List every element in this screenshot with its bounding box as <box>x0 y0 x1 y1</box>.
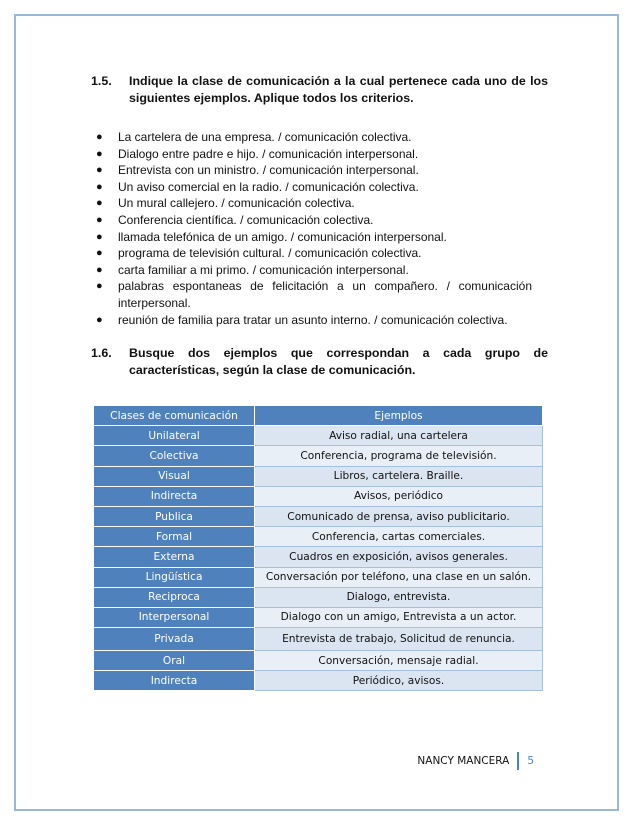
bullet-icon: ● <box>96 213 103 226</box>
bullet-icon: ● <box>96 263 103 276</box>
header-classes: Clases de comunicación <box>94 406 255 426</box>
table-row <box>94 466 543 486</box>
list-item <box>94 146 532 163</box>
class-cell: Colectiva <box>94 446 255 466</box>
example-cell: Cuadros en exposición, avisos generales. <box>255 547 543 567</box>
bullet-icon: ● <box>96 280 103 293</box>
list-item-text: programa de televisión cultural. / comunicación colectiva. <box>118 246 422 261</box>
list-item-text: carta familiar a mi primo. / comunicación interpersonal. <box>118 262 409 277</box>
example-cell: Aviso radial, una cartelera <box>255 426 543 446</box>
example-cell: Conversación, mensaje radial. <box>255 651 543 671</box>
bullet-icon: ● <box>96 147 103 160</box>
examples-list <box>94 129 532 328</box>
communication-table <box>93 405 543 691</box>
list-item-text: reunión de familia para tratar un asunto interno. / comunicación colectiva. <box>118 312 508 327</box>
example-cell: Dialogo, entrevista. <box>255 587 543 607</box>
table-header-row <box>94 406 543 426</box>
class-cell: Unilateral <box>94 426 255 446</box>
list-item <box>94 312 532 329</box>
class-cell: Reciproca <box>94 587 255 607</box>
list-item-text: Dialogo entre padre e hijo. / comunicación interpersonal. <box>118 146 419 161</box>
list-item <box>94 162 532 179</box>
question-text: Indique la clase de comunicación a la cual pertenece cada uno de los siguientes ejemplos. Aplique todos los criterios. <box>129 74 548 105</box>
list-item <box>94 212 532 229</box>
list-item-text: Un mural callejero. / comunicación colectiva. <box>118 196 355 211</box>
bullet-icon: ● <box>96 131 103 143</box>
class-cell: Lingüística <box>94 567 255 587</box>
list-item <box>94 245 532 262</box>
example-cell: Periódico, avisos. <box>255 671 543 691</box>
table-row <box>94 628 543 651</box>
class-cell: Oral <box>94 651 255 671</box>
page-number: 5 <box>527 755 534 767</box>
class-cell: Indirecta <box>94 671 255 691</box>
example-cell: Conferencia, cartas comerciales. <box>255 527 543 547</box>
example-cell: Dialogo con un amigo, Entrevista a un actor. <box>255 607 543 627</box>
list-item <box>94 179 532 196</box>
class-cell: Publica <box>94 506 255 526</box>
table-row <box>94 567 543 587</box>
list-item <box>94 262 532 279</box>
list-item-text: Conferencia científica. / comunicación colectiva. <box>118 212 374 227</box>
table-row <box>94 486 543 506</box>
bullet-icon: ● <box>96 180 103 193</box>
list-item-text: Un aviso comercial en la radio. / comunicación colectiva. <box>118 179 419 194</box>
header-examples: Ejemplos <box>255 406 543 426</box>
class-cell: Indirecta <box>94 486 255 506</box>
list-item-text: Entrevista con un ministro. / comunicación interpersonal. <box>118 163 419 178</box>
table-row <box>94 671 543 691</box>
list-item <box>94 129 532 146</box>
class-cell: Interpersonal <box>94 607 255 627</box>
table-row <box>94 506 543 526</box>
class-cell: Externa <box>94 547 255 567</box>
question-text: Busque dos ejemplos que correspondan a cada grupo de características, según la clase de comunicación. <box>129 346 548 377</box>
example-cell: Libros, cartelera. Braille. <box>255 466 543 486</box>
question-number: 1.6. <box>91 346 112 360</box>
page-footer <box>417 752 534 770</box>
bullet-icon: ● <box>96 247 103 260</box>
question-number: 1.5. <box>91 74 112 88</box>
bullet-icon: ● <box>96 164 103 177</box>
list-item <box>94 278 532 311</box>
list-item-text: llamada telefónica de un amigo. / comunicación interpersonal. <box>118 229 447 244</box>
example-cell: Comunicado de prensa, aviso publicitario. <box>255 506 543 526</box>
bullet-icon: ● <box>96 230 103 243</box>
table-row <box>94 587 543 607</box>
class-cell: Privada <box>94 628 255 651</box>
question-1-6 <box>91 345 548 379</box>
question-1-5 <box>91 73 548 107</box>
example-cell: Conversación por teléfono, una clase en un salón. <box>255 567 543 587</box>
class-cell: Visual <box>94 466 255 486</box>
list-item <box>94 195 532 212</box>
example-cell: Conferencia, programa de televisión. <box>255 446 543 466</box>
bullet-icon: ● <box>96 197 103 210</box>
table-row <box>94 607 543 627</box>
example-cell: Avisos, periódico <box>255 486 543 506</box>
list-item-text: palabras espontaneas de felicitación a un compañero. / comunicación interpersonal. <box>118 279 532 310</box>
table-row <box>94 446 543 466</box>
list-item-text: La cartelera de una empresa. / comunicación colectiva. <box>118 130 412 144</box>
class-cell: Formal <box>94 527 255 547</box>
author-name: NANCY MANCERA <box>417 752 519 770</box>
table-row <box>94 527 543 547</box>
list-item <box>94 229 532 246</box>
table-row <box>94 547 543 567</box>
bullet-icon: ● <box>96 313 103 326</box>
example-cell: Entrevista de trabajo, Solicitud de renuncia. <box>255 628 543 651</box>
table-row <box>94 651 543 671</box>
table-row <box>94 426 543 446</box>
